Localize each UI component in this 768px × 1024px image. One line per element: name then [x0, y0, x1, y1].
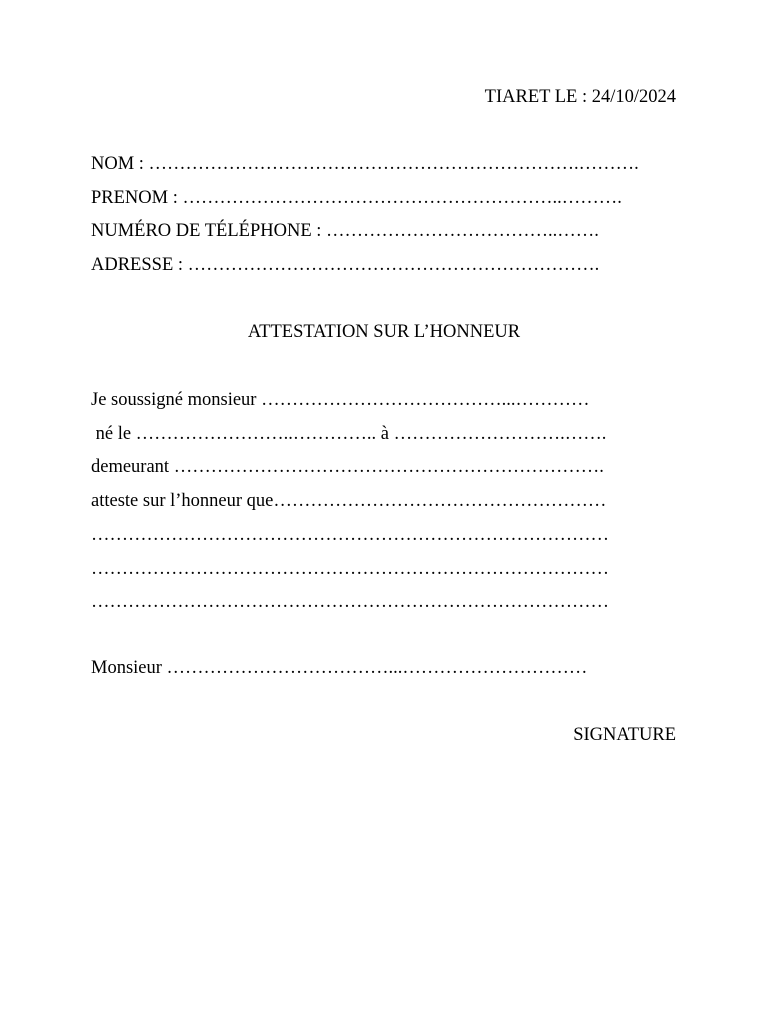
body-line-blank-2: ………………………………………………………………………… — [91, 559, 609, 579]
body-line-demeurant: demeurant ……………………………………………………………. — [91, 457, 604, 477]
body-line-blank-1: ………………………………………………………………………… — [91, 525, 609, 545]
adresse-field: ADRESSE : …………………………………………………………. — [91, 255, 600, 275]
document-title: ATTESTATION SUR L’HONNEUR — [247, 322, 521, 342]
body-line-soussigne: Je soussigné monsieur …………………………………...………… — [91, 390, 590, 410]
date-line: TIARET LE : 24/10/2024 — [484, 87, 676, 107]
prenom-field: PRENOM : ……………………………………………………..………. — [91, 188, 622, 208]
monsieur-line: Monsieur ………………………………...………………………… — [91, 658, 588, 678]
body-line-atteste: atteste sur l’honneur que……………………………………………… — [91, 491, 607, 511]
signature-label: SIGNATURE — [573, 725, 676, 745]
telephone-field: NUMÉRO DE TÉLÉPHONE : ………………………………..……. — [91, 221, 599, 241]
nom-field: NOM : …………………………………………………………….………. — [91, 154, 639, 174]
body-line-blank-3: ………………………………………………………………………… — [91, 592, 609, 612]
body-line-ne-le: né le ……………………..………….. à ……………………….……. — [91, 424, 607, 444]
